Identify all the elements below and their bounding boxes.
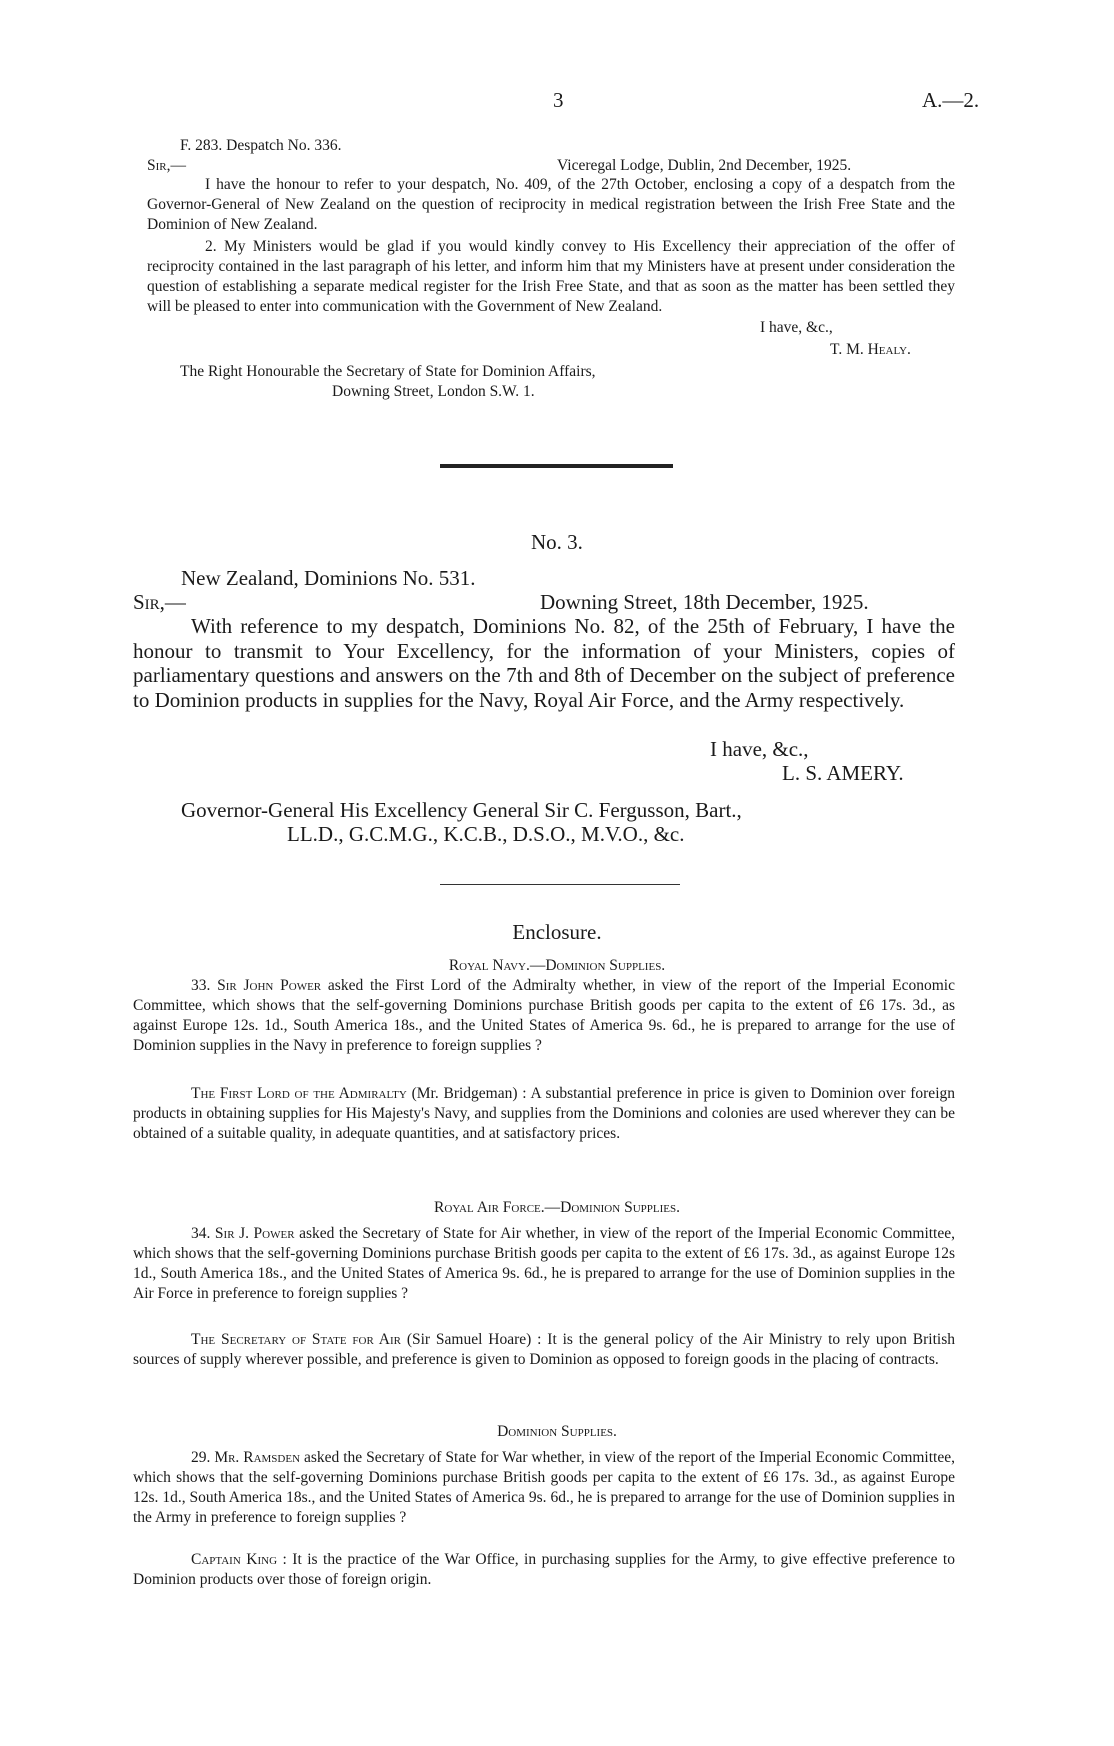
section-heading: Royal Air Force.—Dominion Supplies. — [434, 1199, 680, 1216]
speaker: The First Lord of the Admiralty — [191, 1085, 407, 1102]
place-date: Viceregal Lodge, Dublin, 2nd December, 1925. — [557, 157, 852, 174]
page-number: 3 — [553, 88, 564, 112]
section-divider — [440, 464, 673, 468]
question — [133, 976, 955, 1056]
section-heading: Royal Navy.—Dominion Supplies. — [448, 957, 666, 974]
answer — [133, 1550, 955, 1590]
speaker: Captain King — [191, 1551, 278, 1568]
section-divider — [440, 884, 680, 885]
closing: I have, &c., — [760, 319, 833, 336]
answer-text: (Mr. Bridgeman) : A substantial preference in price is given to Dominion over foreign products in obtaining supplies for His Majesty's Navy, and supplies from the Dominions and colonies are used wherever they can be obtained of a suitable quality, in adequate quantities, and at satisfactory prices. — [133, 1085, 955, 1142]
question — [133, 1224, 955, 1304]
question-text: asked the Secretary of State for War whether, in view of the report of the Imperial Economic Committee, which shows that the self-governing Dominions purchase British goods per capita to the extent of £6 17s. 3d., as against Europe 12s. 1d., South America 18s., and the United States of America 9s. 6d., he is prepared to arrange for the use of Dominion supplies in the Army in preference to foreign supplies ? — [133, 1449, 955, 1526]
place-date: Downing Street, 18th December, 1925. — [540, 590, 869, 614]
question-text: asked the First Lord of the Admiralty whether, in view of the report of the Imperial Economic Committee, which shows that the self-governing Dominions purchase British goods per capita to the extent of £6 17s. 3d., as against Europe 12s. 1d., South America 18s., and the United States of America 9s. 6d., he is prepared to arrange for the use of Dominion supplies in the Navy in preference to foreign supplies ? — [133, 977, 955, 1054]
despatch-paragraph: With reference to my despatch, Dominions No. 82, of the 25th of February, I have the honour to transmit to Your Excellency, for the information of your Ministers, copies of parliamentary questions and answers on the 7th and 8th of December on the subject of preference to Dominion products in supplies for the Navy, Royal Air Force, and the Army respectively. — [133, 614, 955, 712]
closing: I have, &c., — [710, 737, 809, 761]
question — [133, 1448, 955, 1528]
answer-text: : It is the practice of the War Office, in purchasing supplies for the Army, to give effective preference to Dominion products over those of foreign origin. — [133, 1551, 955, 1588]
question-text: asked the Secretary of State for Air whether, in view of the report of the Imperial Economic Committee, which shows that the self-governing Dominions purchase British goods per capita to the extent of £6 17s. 3d., as against Europe 12s 1d., South America 18s., and the United States of America 9s. 6d., he is prepared to arrange for the use of Dominion supplies in the Air Force in preference to foreign supplies ? — [133, 1225, 956, 1302]
despatch-reference: F. 283. Despatch No. 336. — [180, 137, 342, 154]
answer-text: (Sir Samuel Hoare) : It is the general policy of the Air Ministry to rely upon British sources of supply wherever possible, and preference is given to Dominion as opposed to foreign goods in the placing of contracts. — [133, 1331, 955, 1368]
enclosure-title: Enclosure. — [512, 920, 602, 944]
despatch-reference: New Zealand, Dominions No. 531. — [181, 566, 476, 590]
answer — [133, 1084, 955, 1144]
addressee: Downing Street, London S.W. 1. — [332, 383, 535, 400]
despatch-paragraph: 2. My Ministers would be glad if you would kindly convey to His Excellency their appreciation of the offer of reciprocity contained in the last paragraph of his letter, and inform him that my Ministers have at present under consideration the question of establishing a separate medical register for the Irish Free State, and that as soon as the matter has been settled they will be pleased to enter into communication with the Government of New Zealand. — [147, 238, 955, 315]
section-heading: Dominion Supplies. — [497, 1423, 617, 1440]
addressee: Governor-General His Excellency General Sir C. Fergusson, Bart., — [181, 798, 742, 822]
speaker: 34. Sir J. Power — [191, 1225, 295, 1242]
document-reference: A.—2. — [922, 88, 980, 112]
signature: T. M. Healy. — [830, 341, 911, 358]
signature: L. S. AMERY. — [782, 761, 904, 785]
despatch-number: No. 3. — [531, 530, 583, 554]
addressee: LL.D., G.C.M.G., K.C.B., D.S.O., M.V.O., &c. — [287, 822, 685, 846]
addressee: The Right Honourable the Secretary of State for Dominion Affairs, — [180, 363, 596, 380]
despatch-paragraph: I have the honour to refer to your despatch, No. 409, of the 27th October, enclosing a copy of a despatch from the Governor-General of New Zealand on the question of reciprocity in medical registration between the Irish Free State and the Dominion of New Zealand. — [147, 176, 955, 233]
answer — [133, 1330, 955, 1370]
speaker: The Secretary of State for Air — [191, 1331, 401, 1348]
salutation: Sir,— — [133, 590, 186, 614]
speaker: 33. Sir John Power — [191, 977, 322, 994]
salutation: Sir,— — [147, 157, 186, 174]
speaker: 29. Mr. Ramsden — [191, 1449, 301, 1466]
